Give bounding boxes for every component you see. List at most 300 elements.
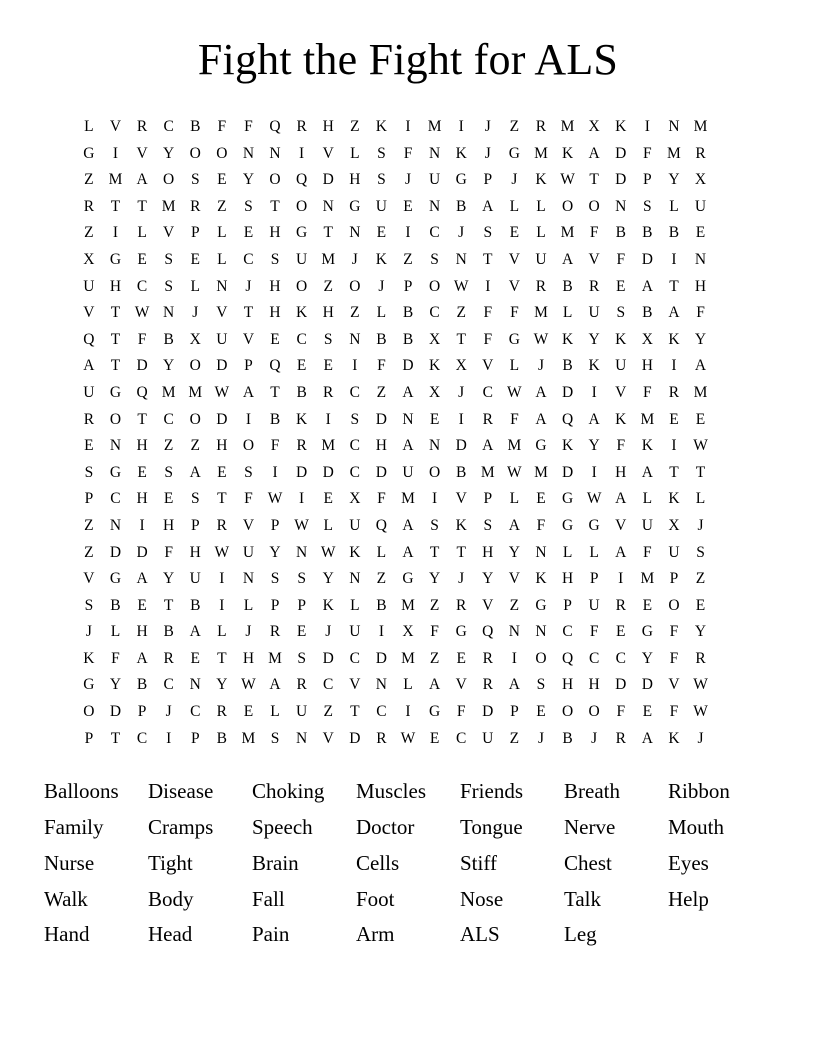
grid-cell[interactable]: V (482, 357, 494, 375)
grid-cell[interactable]: R (216, 516, 228, 534)
grid-cell[interactable]: Z (509, 118, 520, 135)
grid-cell[interactable]: N (109, 516, 122, 534)
grid-cell[interactable]: H (641, 357, 653, 375)
grid-cell[interactable]: O (561, 703, 574, 721)
grid-cell[interactable]: J (85, 623, 92, 641)
grid-cell[interactable]: H (269, 304, 281, 322)
grid-cell[interactable]: D (402, 357, 414, 375)
grid-cell[interactable]: A (482, 437, 494, 455)
grid-cell[interactable]: H (322, 118, 334, 135)
grid-cell[interactable] (714, 726, 741, 753)
grid-cell[interactable]: C (243, 250, 254, 268)
grid-cell[interactable]: Z (509, 729, 520, 747)
grid-cell[interactable] (714, 353, 741, 380)
grid-cell[interactable]: C (456, 729, 467, 747)
grid-cell[interactable]: Q (482, 623, 494, 641)
grid-cell[interactable]: J (245, 277, 252, 295)
grid-cell[interactable]: U (668, 543, 680, 561)
word-list-item[interactable]: Mouth (668, 815, 725, 840)
grid-cell[interactable]: T (350, 703, 360, 721)
grid-cell[interactable]: P (270, 516, 280, 534)
grid-cell[interactable]: A (428, 676, 441, 694)
grid-cell[interactable]: W (533, 330, 549, 348)
grid-cell[interactable]: B (376, 330, 387, 348)
word-list-item[interactable]: Eyes (668, 850, 709, 875)
grid-cell[interactable]: N (428, 144, 441, 162)
grid-cell[interactable]: Q (136, 383, 148, 401)
grid-cell[interactable]: S (244, 197, 253, 215)
grid-cell[interactable]: W (241, 676, 256, 694)
grid-cell[interactable]: M (268, 649, 282, 667)
grid-cell[interactable]: T (323, 224, 333, 242)
grid-cell[interactable]: U (349, 516, 361, 534)
grid-cell[interactable]: U (428, 171, 441, 189)
grid-cell[interactable]: U (588, 304, 600, 322)
grid-cell[interactable]: J (511, 171, 518, 189)
word-list-item[interactable]: Stiff (460, 850, 497, 875)
grid-cell[interactable]: B (136, 676, 148, 694)
grid-cell[interactable]: F (483, 304, 493, 322)
grid-cell[interactable]: M (108, 171, 123, 189)
grid-cell[interactable]: M (560, 224, 575, 242)
grid-cell[interactable]: I (671, 437, 677, 455)
grid-cell[interactable]: C (296, 330, 307, 348)
grid-cell[interactable]: C (349, 463, 360, 481)
grid-cell[interactable]: R (482, 676, 493, 694)
grid-cell[interactable]: J (378, 277, 385, 295)
grid-cell[interactable]: D (109, 543, 122, 561)
grid-cell[interactable]: A (189, 623, 201, 641)
grid-cell[interactable]: Z (695, 570, 706, 588)
grid-cell[interactable]: J (165, 703, 172, 721)
grid-cell[interactable]: R (615, 596, 626, 614)
grid-cell[interactable]: V (482, 596, 494, 614)
grid-cell[interactable]: A (694, 357, 707, 375)
grid-cell[interactable]: E (642, 596, 653, 614)
grid-cell[interactable]: F (510, 304, 519, 322)
grid-cell[interactable]: Y (163, 144, 175, 162)
grid-cell[interactable]: Y (668, 171, 680, 189)
grid-cell[interactable]: A (561, 250, 574, 268)
grid-cell[interactable]: L (509, 357, 520, 375)
word-list-item[interactable]: Talk (564, 886, 602, 911)
grid-cell[interactable]: I (432, 490, 438, 508)
grid-cell[interactable]: N (668, 118, 680, 135)
grid-cell[interactable]: R (695, 144, 706, 162)
grid-cell[interactable]: I (139, 516, 145, 534)
grid-cell[interactable]: F (616, 703, 626, 721)
grid-cell[interactable]: D (615, 171, 627, 189)
grid-cell[interactable]: N (296, 543, 308, 561)
grid-cell[interactable]: Q (269, 118, 281, 135)
grid-cell[interactable]: S (270, 570, 280, 588)
grid-cell[interactable]: B (163, 330, 174, 348)
grid-cell[interactable]: R (615, 729, 626, 747)
grid-cell[interactable]: H (322, 304, 334, 322)
word-list-item[interactable]: Hand (44, 922, 90, 947)
grid-cell[interactable]: F (589, 224, 599, 242)
grid-cell[interactable]: A (482, 197, 494, 215)
grid-cell[interactable]: O (561, 197, 574, 215)
grid-cell[interactable]: D (136, 357, 148, 375)
grid-cell[interactable]: D (216, 357, 228, 375)
grid-cell[interactable]: I (299, 144, 305, 162)
grid-cell[interactable]: T (669, 277, 679, 295)
grid-cell[interactable]: I (485, 277, 491, 295)
grid-cell[interactable]: H (163, 516, 175, 534)
grid-cell[interactable]: A (535, 410, 547, 428)
grid-cell[interactable]: I (299, 490, 305, 508)
grid-cell[interactable]: U (216, 330, 228, 348)
grid-cell[interactable]: I (112, 224, 119, 242)
grid-cell[interactable]: V (668, 676, 680, 694)
grid-cell[interactable]: E (695, 224, 706, 242)
grid-cell[interactable]: F (377, 357, 386, 375)
grid-cell[interactable]: V (163, 224, 175, 242)
grid-cell[interactable]: B (163, 623, 174, 641)
grid-cell[interactable]: E (323, 357, 333, 375)
grid-cell[interactable]: C (110, 490, 121, 508)
grid-cell[interactable]: M (401, 649, 415, 667)
grid-cell[interactable]: E (163, 490, 174, 508)
grid-cell[interactable]: U (296, 703, 308, 721)
grid-cell[interactable]: U (402, 463, 414, 481)
grid-cell[interactable]: R (695, 649, 706, 667)
grid-cell[interactable]: E (695, 410, 706, 428)
grid-cell[interactable]: E (137, 463, 147, 481)
grid-cell[interactable] (714, 619, 741, 646)
grid-cell[interactable]: A (615, 543, 627, 561)
word-list-item[interactable]: Nose (460, 886, 504, 911)
grid-cell[interactable] (714, 220, 741, 247)
grid-cell[interactable]: N (242, 144, 255, 162)
grid-cell[interactable]: S (643, 197, 652, 215)
grid-cell[interactable]: F (377, 490, 386, 508)
grid-cell[interactable]: N (535, 623, 547, 641)
grid-cell[interactable]: Y (694, 330, 707, 348)
grid-cell[interactable]: L (243, 596, 254, 614)
grid-cell[interactable]: N (375, 676, 387, 694)
grid-cell[interactable]: F (456, 703, 466, 721)
grid-cell[interactable]: Y (163, 570, 175, 588)
grid-cell[interactable]: A (83, 357, 95, 375)
grid-cell[interactable]: R (482, 410, 493, 428)
grid-cell[interactable]: S (190, 171, 200, 189)
grid-cell[interactable]: I (219, 570, 225, 588)
grid-cell[interactable]: M (667, 144, 681, 162)
grid-cell[interactable]: X (83, 250, 95, 268)
grid-cell[interactable]: G (535, 437, 547, 455)
grid-cell[interactable]: Q (375, 516, 387, 534)
grid-cell[interactable]: T (589, 171, 599, 189)
grid-cell[interactable]: M (534, 144, 548, 162)
grid-cell[interactable]: H (349, 171, 361, 189)
grid-cell[interactable]: K (641, 437, 653, 455)
grid-cell[interactable]: E (323, 490, 333, 508)
grid-cell[interactable]: O (588, 703, 600, 721)
grid-cell[interactable]: Q (83, 330, 95, 348)
grid-cell[interactable]: E (217, 171, 227, 189)
grid-cell[interactable]: P (244, 357, 253, 375)
grid-cell[interactable]: E (84, 437, 94, 455)
grid-cell[interactable]: H (482, 543, 494, 561)
grid-cell[interactable]: E (137, 596, 147, 614)
grid-cell[interactable]: O (189, 357, 201, 375)
grid-cell[interactable]: J (697, 729, 704, 747)
grid-cell[interactable]: E (137, 250, 147, 268)
grid-cell[interactable]: S (430, 516, 439, 534)
grid-cell[interactable]: S (297, 649, 306, 667)
grid-cell[interactable]: I (219, 596, 225, 614)
grid-cell[interactable]: G (641, 623, 653, 641)
grid-cell[interactable] (714, 593, 741, 620)
grid-cell[interactable]: A (641, 729, 653, 747)
grid-cell[interactable]: K (296, 304, 308, 322)
grid-cell[interactable]: E (616, 623, 626, 641)
grid-cell[interactable] (714, 141, 741, 168)
grid-cell[interactable]: K (615, 410, 627, 428)
grid-cell[interactable]: R (269, 623, 281, 641)
grid-cell[interactable]: J (458, 224, 465, 242)
grid-cell[interactable]: T (270, 383, 280, 401)
grid-cell[interactable]: W (586, 490, 602, 508)
grid-cell[interactable]: N (455, 250, 467, 268)
grid-cell[interactable]: F (669, 703, 679, 721)
grid-cell[interactable] (714, 114, 741, 141)
grid-cell[interactable]: D (482, 703, 494, 721)
grid-cell[interactable]: E (669, 410, 679, 428)
word-list-item[interactable]: Pain (252, 922, 290, 947)
grid-cell[interactable] (714, 672, 741, 699)
grid-cell[interactable]: V (322, 144, 334, 162)
grid-cell[interactable]: Q (561, 649, 574, 667)
grid-cell[interactable]: Q (561, 410, 574, 428)
grid-cell[interactable]: S (323, 330, 333, 348)
word-list-item[interactable]: Chest (564, 850, 612, 875)
grid-cell[interactable]: S (377, 171, 386, 189)
grid-cell[interactable]: T (695, 463, 706, 481)
grid-cell[interactable]: N (163, 304, 175, 322)
grid-cell[interactable]: U (615, 357, 627, 375)
grid-cell[interactable]: W (267, 490, 283, 508)
grid-cell[interactable]: X (668, 516, 680, 534)
grid-cell[interactable] (714, 274, 741, 301)
grid-cell[interactable] (714, 167, 741, 194)
grid-cell[interactable]: Y (216, 676, 228, 694)
word-list-item[interactable]: Brain (252, 850, 299, 875)
word-list-item[interactable]: Ribbon (668, 779, 730, 804)
grid-cell[interactable]: X (455, 357, 467, 375)
grid-cell[interactable]: F (536, 516, 546, 534)
grid-cell[interactable] (714, 513, 741, 540)
grid-cell[interactable]: M (640, 570, 655, 588)
grid-cell[interactable]: T (456, 543, 466, 561)
grid-cell[interactable]: J (537, 357, 544, 375)
grid-cell[interactable]: M (401, 490, 415, 508)
grid-cell[interactable]: J (325, 623, 332, 641)
grid-cell[interactable]: S (430, 250, 439, 268)
grid-cell[interactable]: C (562, 623, 573, 641)
grid-cell[interactable]: L (350, 144, 360, 162)
grid-cell[interactable]: K (375, 250, 387, 268)
grid-cell[interactable]: N (694, 250, 707, 268)
grid-cell[interactable]: S (483, 516, 493, 534)
word-list-item[interactable]: Help (668, 886, 709, 911)
grid-cell[interactable] (714, 327, 741, 354)
grid-cell[interactable]: Z (163, 437, 174, 455)
grid-cell[interactable]: R (216, 703, 228, 721)
grid-cell[interactable]: I (644, 118, 650, 135)
grid-cell[interactable]: X (349, 490, 361, 508)
grid-cell[interactable]: L (642, 490, 653, 508)
grid-cell[interactable]: J (591, 729, 598, 747)
grid-cell[interactable]: P (643, 171, 652, 189)
grid-cell[interactable]: O (428, 463, 441, 481)
grid-cell[interactable]: L (695, 490, 706, 508)
grid-cell[interactable]: O (83, 703, 95, 721)
grid-cell[interactable]: W (693, 703, 708, 721)
grid-cell[interactable] (714, 646, 741, 673)
grid-cell[interactable]: F (217, 118, 227, 135)
grid-cell[interactable]: D (109, 703, 122, 721)
grid-cell[interactable]: D (615, 676, 627, 694)
grid-cell[interactable]: K (668, 729, 680, 747)
grid-cell[interactable]: K (615, 330, 627, 348)
word-list-item[interactable]: Tight (148, 850, 193, 875)
grid-cell[interactable]: Y (508, 543, 520, 561)
grid-cell[interactable]: L (217, 224, 227, 242)
grid-cell[interactable]: V (109, 118, 122, 135)
grid-cell[interactable]: K (615, 118, 627, 135)
grid-cell[interactable]: B (376, 596, 387, 614)
grid-cell[interactable]: T (483, 250, 493, 268)
grid-cell[interactable]: L (509, 197, 520, 215)
word-list-item[interactable]: Disease (148, 779, 214, 804)
grid-cell[interactable]: E (429, 729, 440, 747)
grid-cell[interactable]: G (508, 144, 520, 162)
grid-cell[interactable] (714, 194, 741, 221)
grid-cell[interactable]: A (615, 490, 627, 508)
grid-cell[interactable]: N (615, 197, 627, 215)
grid-cell[interactable]: E (270, 330, 280, 348)
grid-cell[interactable]: K (561, 437, 574, 455)
grid-cell[interactable]: Z (84, 224, 94, 242)
grid-cell[interactable]: U (296, 250, 308, 268)
grid-cell[interactable]: J (245, 623, 252, 641)
grid-cell[interactable]: H (109, 277, 122, 295)
grid-cell[interactable]: F (244, 490, 253, 508)
grid-cell[interactable] (714, 407, 741, 434)
grid-cell[interactable]: D (322, 171, 334, 189)
grid-cell[interactable]: Y (269, 543, 281, 561)
grid-cell[interactable]: M (693, 383, 708, 401)
grid-cell[interactable]: F (244, 118, 253, 135)
grid-cell[interactable]: Z (429, 596, 440, 614)
grid-cell[interactable]: Z (217, 197, 227, 215)
word-list-item[interactable]: Head (148, 922, 193, 947)
grid-cell[interactable]: A (189, 463, 201, 481)
grid-cell[interactable]: I (591, 463, 597, 481)
grid-cell[interactable]: V (615, 383, 627, 401)
grid-cell[interactable]: K (535, 570, 547, 588)
grid-cell[interactable]: O (269, 171, 281, 189)
grid-cell[interactable]: B (216, 729, 228, 747)
grid-cell[interactable]: I (325, 410, 331, 428)
word-list-item[interactable]: Arm (356, 922, 395, 947)
grid-cell[interactable]: S (350, 410, 360, 428)
grid-cell[interactable]: R (456, 596, 467, 614)
grid-cell[interactable]: M (241, 729, 256, 747)
grid-cell[interactable]: O (349, 277, 361, 295)
grid-cell[interactable]: C (190, 703, 201, 721)
grid-cell[interactable]: T (429, 543, 440, 561)
word-list-item[interactable]: Friends (460, 779, 523, 804)
word-list-item[interactable]: Balloons (44, 779, 119, 804)
grid-cell[interactable]: Z (84, 543, 94, 561)
grid-cell[interactable]: K (561, 144, 574, 162)
word-list-item[interactable]: Nerve (564, 815, 616, 840)
grid-cell[interactable]: I (112, 144, 119, 162)
grid-cell[interactable]: D (322, 463, 334, 481)
grid-cell[interactable]: H (216, 437, 228, 455)
grid-cell[interactable]: F (270, 437, 280, 455)
grid-cell[interactable]: D (641, 250, 653, 268)
grid-cell[interactable]: K (375, 118, 387, 135)
grid-cell[interactable]: E (190, 649, 200, 667)
grid-cell[interactable]: L (190, 277, 200, 295)
grid-cell[interactable]: S (616, 304, 626, 322)
grid-cell[interactable]: Z (323, 277, 333, 295)
grid-cell[interactable]: E (616, 277, 626, 295)
grid-cell[interactable]: O (428, 277, 441, 295)
grid-cell[interactable]: Y (588, 330, 600, 348)
grid-cell[interactable]: C (429, 224, 440, 242)
grid-cell[interactable] (714, 380, 741, 407)
grid-cell[interactable]: J (484, 144, 491, 162)
grid-cell[interactable]: I (245, 410, 252, 428)
grid-cell[interactable]: Q (296, 171, 308, 189)
grid-cell[interactable]: B (562, 277, 573, 295)
grid-cell[interactable]: E (403, 197, 413, 215)
grid-cell[interactable]: D (136, 543, 148, 561)
grid-cell[interactable]: K (535, 171, 547, 189)
grid-cell[interactable]: X (428, 330, 441, 348)
grid-cell[interactable]: V (136, 144, 148, 162)
grid-cell[interactable]: E (642, 703, 653, 721)
grid-cell[interactable]: H (588, 676, 600, 694)
grid-cell[interactable]: K (668, 490, 680, 508)
grid-cell[interactable]: O (296, 277, 308, 295)
grid-cell[interactable]: Y (482, 570, 494, 588)
grid-cell[interactable]: O (296, 197, 308, 215)
grid-cell[interactable]: K (83, 649, 95, 667)
grid-cell[interactable]: N (428, 197, 441, 215)
grid-cell[interactable]: I (405, 703, 411, 721)
grid-cell[interactable]: T (217, 490, 227, 508)
grid-cell[interactable]: A (508, 516, 520, 534)
word-list-item[interactable]: Family (44, 815, 104, 840)
grid-cell[interactable]: G (83, 144, 95, 162)
grid-cell[interactable]: F (111, 649, 120, 667)
grid-cell[interactable] (714, 247, 741, 274)
grid-cell[interactable]: L (137, 224, 147, 242)
grid-cell[interactable]: Z (323, 703, 333, 721)
grid-cell[interactable]: R (296, 676, 307, 694)
grid-cell[interactable]: X (428, 383, 441, 401)
word-list-item[interactable]: Cells (356, 850, 400, 875)
grid-cell[interactable]: O (668, 596, 680, 614)
grid-cell[interactable]: S (377, 144, 386, 162)
